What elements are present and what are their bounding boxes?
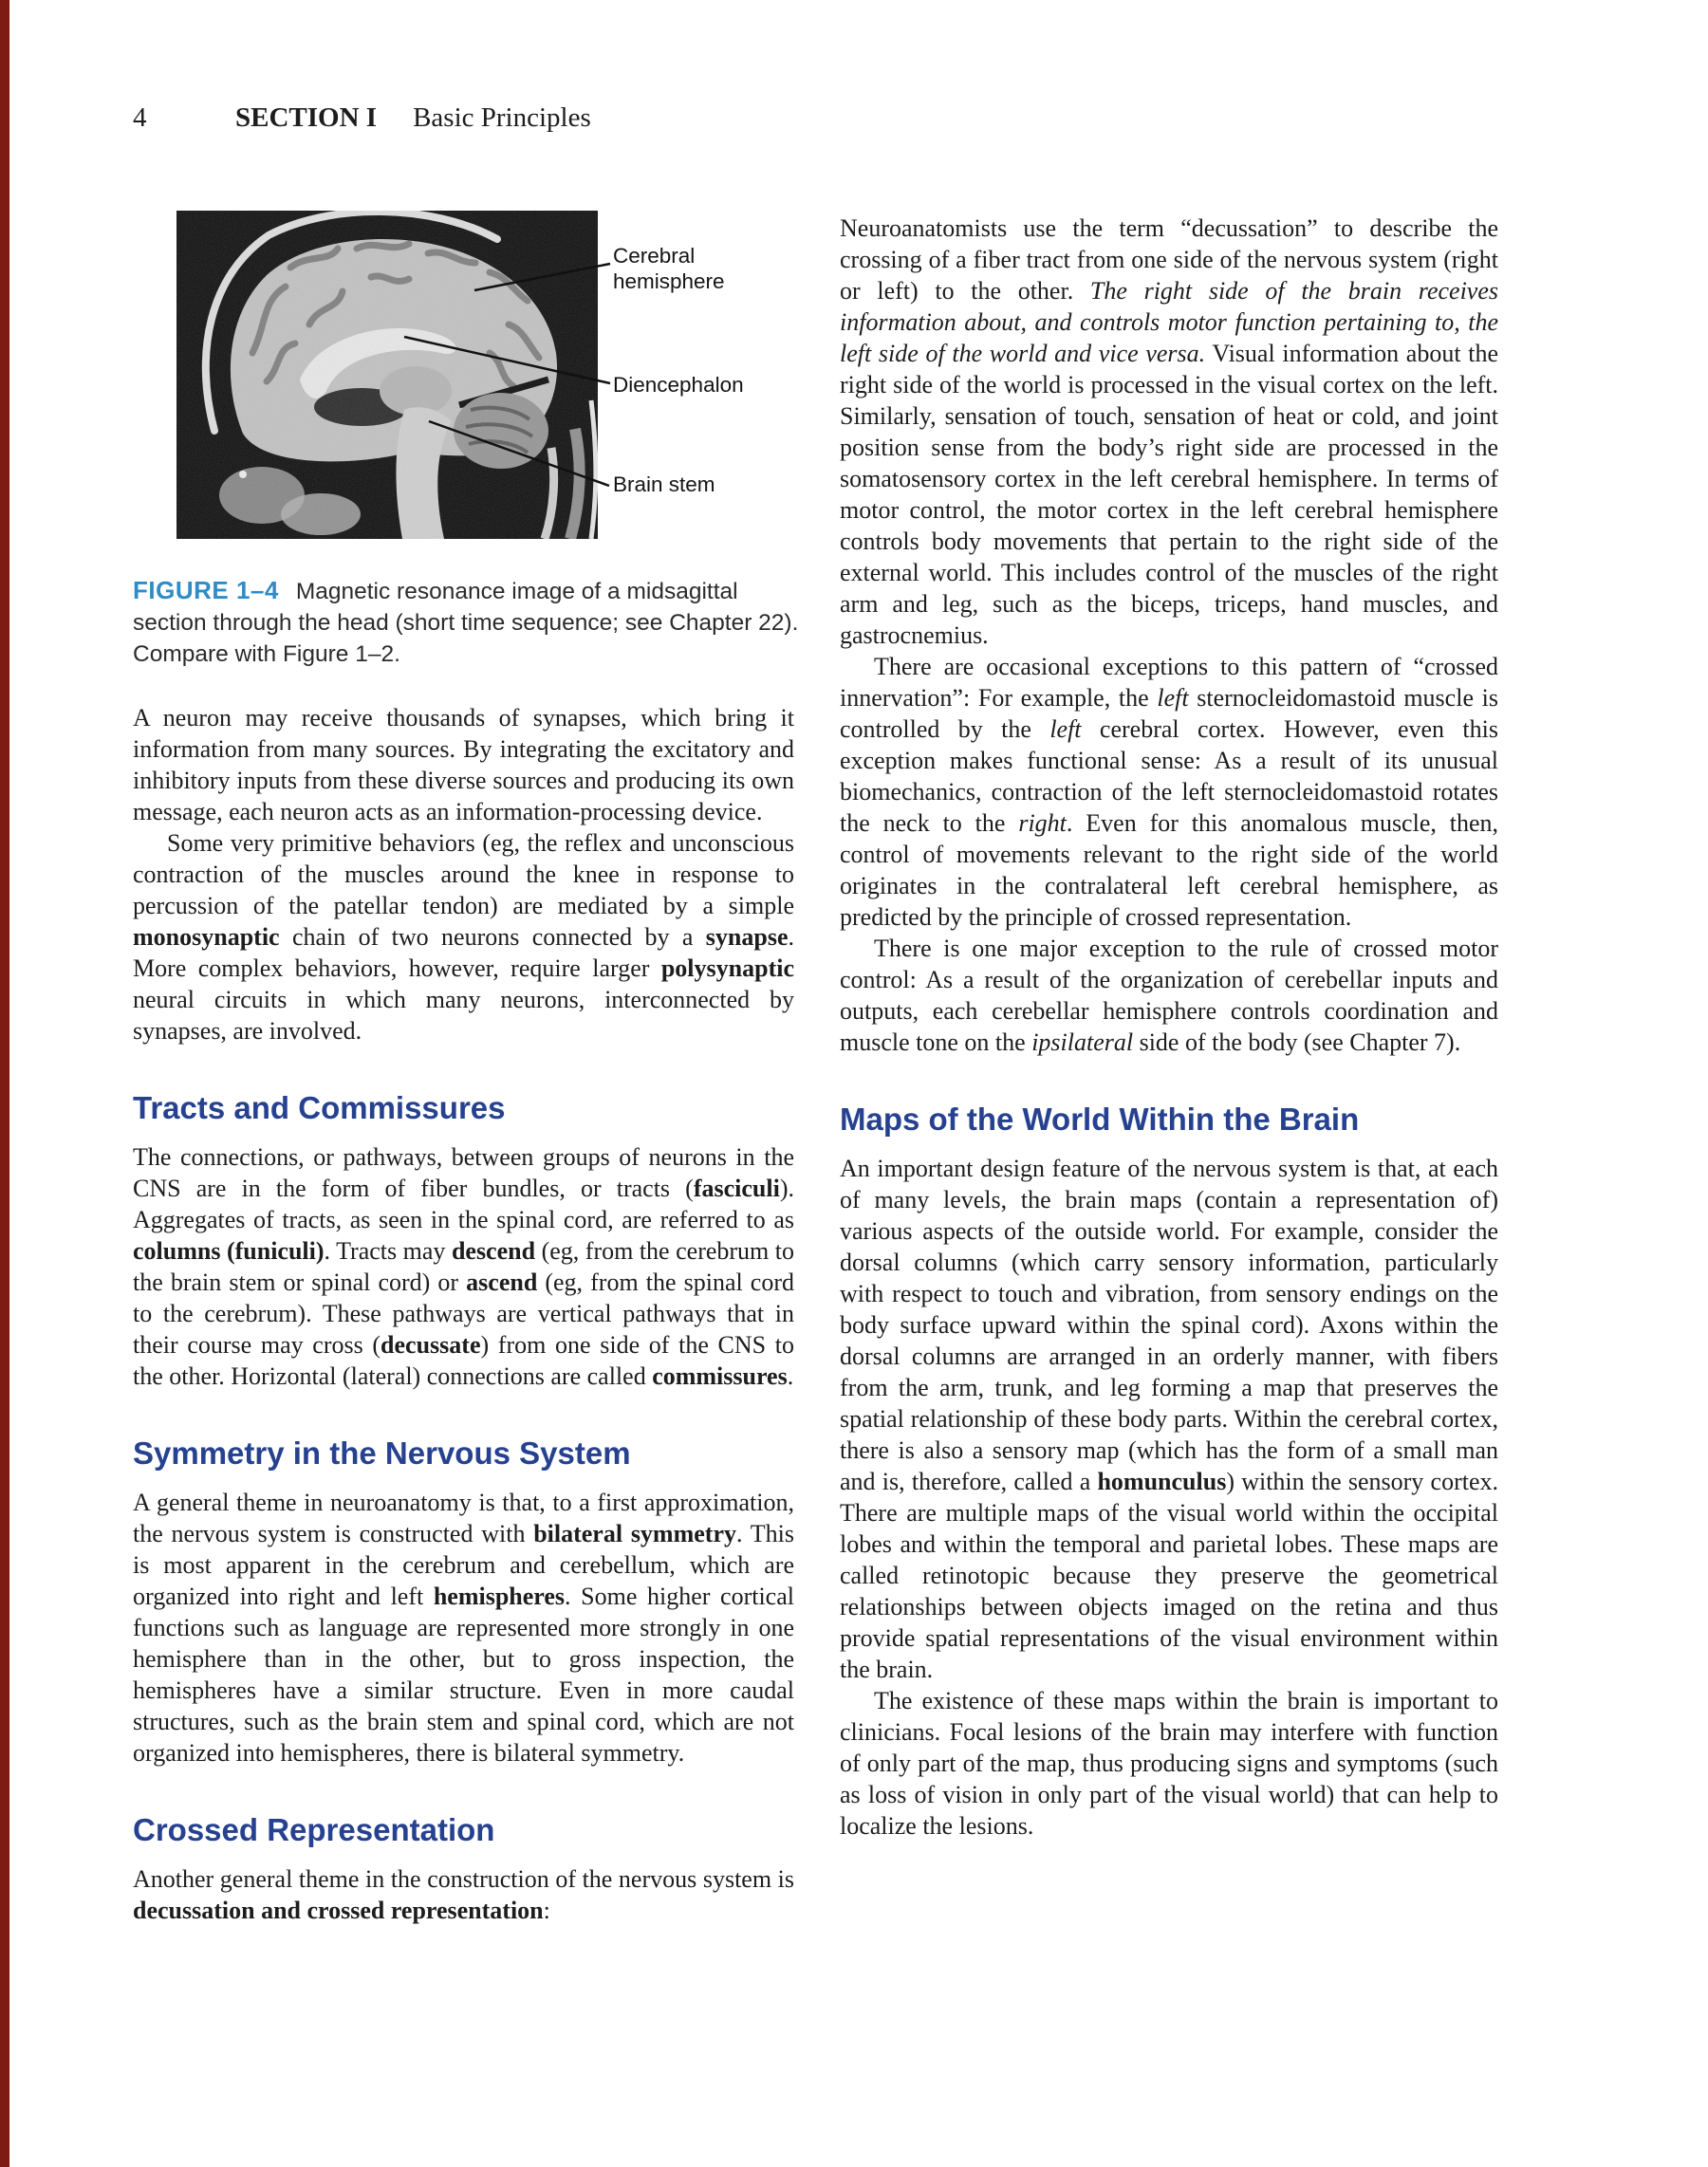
text-run: sternocleidomastoid muscle is controlled by the [840,684,1499,743]
text-run: . More complex behaviors, however, require larger [133,923,794,982]
page-edge-stripe [0,0,9,2167]
text-run: Some very primitive behaviors (eg, the reflex and unconscious contraction of the muscles around the knee in response to percussion of the patellar tendon) are mediated by a simple [133,829,794,919]
text-run: (eg, from the spinal cord to the cerebrum). These pathways are vertical pathways that in their course may cross ( [133,1269,794,1359]
text-run: . Some higher cortical functions such as language are represented more strongly in one hemisphere than in the other, but to gross inspection, the hemispheres have a similar structure. Even in more caudal structures, such as the brain stem and spinal cord, which are not organized into hemispheres, there is bilateral symmetry. [133,1583,794,1767]
text-run: . This is most apparent in the cerebrum and cerebellum, which are organized into right and left [133,1520,794,1610]
mri-image [176,211,598,539]
text-run: The connections, or pathways, between groups of neurons in the CNS are in the form of fiber bundles, or tracts ( [133,1143,794,1202]
bold-term: synapse [705,923,789,951]
bold-term: hemispheres [433,1583,566,1610]
italic-phrase: The right side of the brain receives information about, and controls motor function pertaining to, the left side of the world and vice versa. [840,277,1498,367]
section-heading: Tracts and Commissures [133,1090,506,1125]
bold-term: ascend [466,1269,538,1296]
text-run: cerebral cortex. However, even this exception makes functional sense: As a result of its unusual biomechanics, contraction of the left sternocleidomastoid rotates the neck to the [840,715,1498,837]
body-paragraph [840,933,1498,1058]
figure-caption-text: Magnetic resonance image of a midsagittal section through the head (short time sequence; see Chapter 22). Compare with Figure 1–2. [133,579,799,667]
text-run: : [543,1897,550,1924]
body-paragraph [840,1153,1498,1685]
body-paragraph [133,702,794,827]
text-run: . Even for this anomalous muscle, then, control of movements relevant to the right side of the world originates in the contralateral left cerebral hemisphere, as predicted by the principle of crossed representation. [840,809,1498,931]
text-run: There is one major exception to the rule of crossed motor control: As a result of the organization of cerebellar inputs and outputs, each cerebellar hemisphere controls coordination and muscle tone on the [840,935,1498,1056]
figure-caption-tag: FIGURE 1–4 [133,576,279,604]
figure-caption [133,575,805,670]
italic-phrase: left [1157,684,1189,712]
bold-term: polysynaptic [660,954,794,982]
text-run: . Tracts may [324,1237,452,1265]
section-label: SECTION I [235,102,378,133]
bold-term: columns (funiculi) [133,1237,325,1265]
page-header [133,102,591,134]
text-run: ) from one side of the CNS to the other. Horizontal (lateral) connections are called [133,1331,795,1390]
text-run: (eg, from the cerebrum to the brain stem or spinal cord) or [133,1237,795,1296]
left-column [133,702,794,1926]
body-paragraph [133,1863,794,1926]
text-run: The existence of these maps within the brain is important to clinicians. Focal lesions of the brain may interfere with function of only part of the map, thus producing signs and symptoms (such as loss of vision in only part of the visual world) that can help to localize the lesions. [840,1687,1498,1840]
bold-term: fasciculi [693,1175,780,1202]
bold-term: bilateral symmetry [533,1520,736,1547]
text-run: Visual information about the right side of the world is processed in the visual cortex on the left. Similarly, sensation of touch, sensation of heat or cold, and joint position sense from the body’s right side are processed in the somatosensory cortex in the left cerebral hemisphere. In terms of motor control, the motor cortex in the left cerebral hemisphere controls body movements that pertain to the right side of the external world. This includes control of the muscles of the right arm and leg, such as the biceps, triceps, hand muscles, and gastrocnemius. [840,340,1498,649]
section-heading: Symmetry in the Nervous System [133,1435,631,1471]
italic-phrase: right [1018,809,1067,837]
right-column [840,213,1498,1842]
body-paragraph [840,1685,1498,1842]
bold-term: commissures [652,1362,788,1390]
italic-phrase: left [1049,715,1082,743]
text-run: ) within the sensory cortex. There are multiple maps of the visual world within the occipital lobes and within the temporal and parietal lobes. These maps are called retinotopic because they preserve the geometrical relationships between objects imaged on the retina and thus provide spatial representations of the visual environment within the brain. [840,1468,1499,1683]
figure-label-cerebral-hemisphere: Cerebral hemisphere [613,244,725,293]
text-run: ). Aggregates of tracts, as seen in the spinal cord, are referred to as [133,1175,794,1233]
text-run: side of the body (see Chapter 7). [1133,1028,1461,1056]
body-paragraph [133,1141,794,1392]
bold-term: decussation and crossed representation [133,1897,544,1924]
text-run: Neuroanatomists use the term “decussation” to describe the crossing of a fiber tract from one side of the nervous system (right or left) to the other. [840,214,1498,305]
text-run: There are occasional exceptions to this pattern of “crossed innervation”: For example, the [840,653,1498,712]
bold-term: homunculus [1097,1468,1227,1495]
page-number: 4 [133,102,147,133]
text-run: An important design feature of the nervous system is that, at each of many levels, the brain maps (contain a representation of) various aspects of the outside world. For example, consider the dorsal columns (which carry sensory information, particularly with respect to touch and vibration, from sensory endings on the body surface upward within the spinal cord). Axons within the dorsal columns are arranged in an orderly manner, with fibers from the arm, trunk, and leg forming a map that preserves the spatial relationship of these body parts. Within the cerebral cortex, there is also a sensory map (which has the form of a small man and is, therefore, called a [840,1155,1498,1495]
bold-term: monosynaptic [133,923,280,951]
text-run: chain of two neurons connected by a [279,923,706,951]
text-run: neural circuits in which many neurons, interconnected by synapses, are involved. [133,986,794,1045]
italic-phrase: ipsilateral [1031,1028,1134,1056]
figure-label-brain-stem: Brain stem [613,472,715,496]
section-title: Basic Principles [413,102,591,133]
body-paragraph [840,651,1498,933]
text-run: . [787,1362,794,1390]
section-heading: Crossed Representation [133,1812,495,1847]
body-paragraph [133,1487,794,1769]
text-run: Another general theme in the construction of the nervous system is [133,1865,794,1893]
figure-label-diencephalon: Diencephalon [613,373,744,397]
bold-term: descend [451,1237,536,1265]
body-paragraph [840,213,1498,651]
text-run: A neuron may receive thousands of synapses, which bring it information from many sources. By integrating the excitatory and inhibitory inputs from these diverse sources and producing its own message, each neuron acts as an information-processing device. [133,704,794,825]
body-paragraph [133,827,794,1046]
section-heading: Maps of the World Within the Brain [840,1102,1360,1137]
text-run: A general theme in neuroanatomy is that, to a first approximation, the nervous system is constructed with [133,1489,794,1547]
bold-term: decussate [381,1331,481,1359]
